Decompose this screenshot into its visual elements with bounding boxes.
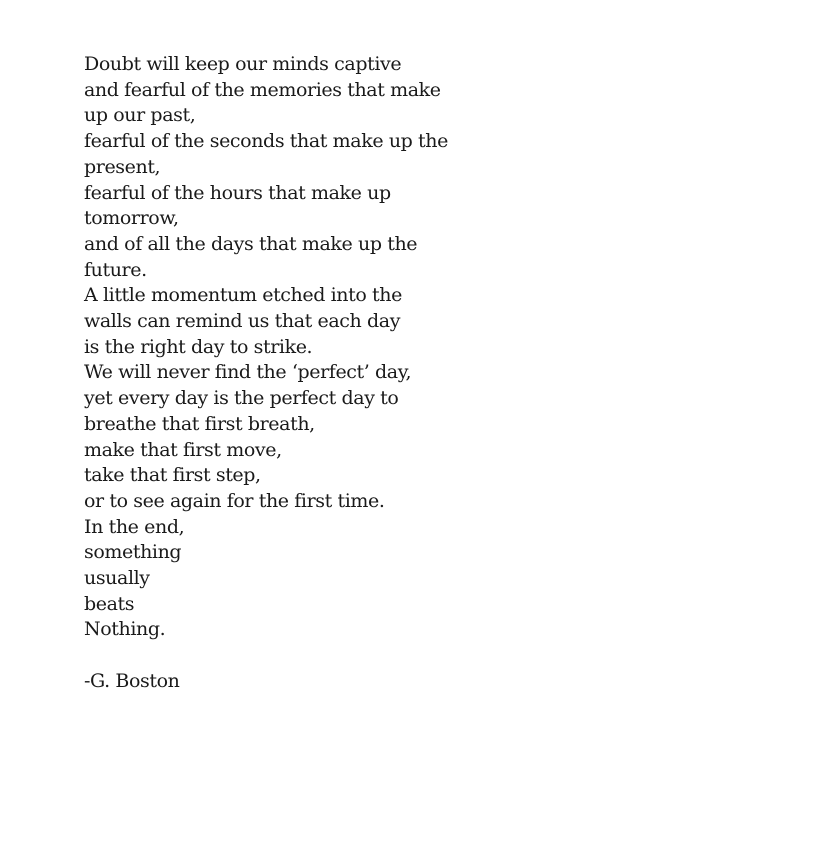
poem-line: make that first move, (84, 438, 282, 461)
poem-line: something (84, 541, 182, 564)
poem-line: and of all the days that make up the (84, 232, 418, 255)
poem-line: up our past, (84, 104, 196, 127)
poem-line: A little momentum etched into the (84, 284, 402, 307)
poem-line: yet every day is the perfect day to (84, 387, 399, 410)
poem-line: tomorrow, (84, 207, 179, 230)
poem-page (84, 52, 544, 695)
poem-line: present, (84, 155, 161, 178)
poem-line: Nothing. (84, 618, 166, 641)
poem-line: walls can remind us that each day (84, 310, 401, 333)
poem-line: fearful of the seconds that make up the (84, 130, 448, 153)
poem-line: We will never find the ‘perfect’ day, (84, 361, 412, 384)
poem-line: breathe that first breath, (84, 412, 315, 435)
poem-line: Doubt will keep our minds captive (84, 53, 402, 75)
poem-line: In the end, (84, 515, 185, 538)
poem-line: beats (84, 592, 135, 615)
poem-line: or to see again for the first time. (84, 489, 385, 512)
poem-line: fearful of the hours that make up (84, 181, 391, 204)
poem-line: take that first step, (84, 464, 261, 487)
poem-line: and fearful of the memories that make (84, 78, 441, 101)
poem-body (84, 52, 544, 643)
poem-attribution: -G. Boston (84, 669, 180, 692)
poem-line: usually (84, 567, 150, 590)
poem-line: is the right day to strike. (84, 335, 313, 358)
poem-line: future. (84, 258, 147, 281)
